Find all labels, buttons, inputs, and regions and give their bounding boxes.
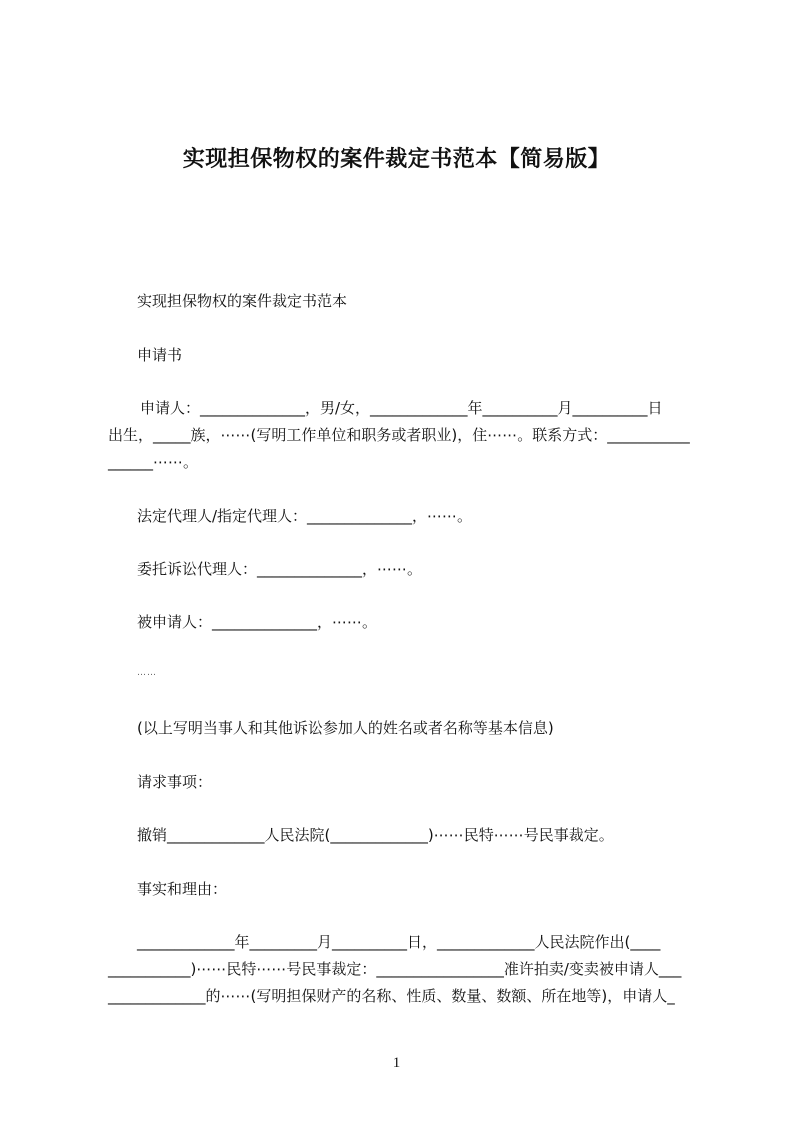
heading-claims: 请求事项： xyxy=(137,773,213,791)
facts-line-2: ___________)⋯⋯民特⋯⋯号民事裁定：_________________准许拍卖/变卖被申请人___ xyxy=(108,960,682,978)
heading-application: 申请书 xyxy=(137,346,183,364)
ellipsis-marker: …… xyxy=(137,668,157,678)
page-number: 1 xyxy=(392,1055,401,1071)
applicant-line-3: ______⋯⋯。 xyxy=(108,453,199,471)
parties-note: (以上写明当事人和其他诉讼参加人的姓名或者名称等基本信息) xyxy=(137,719,554,737)
agent-line: 委托诉讼代理人：______________，⋯⋯。 xyxy=(137,560,423,578)
document-subtitle: 实现担保物权的案件裁定书范本 xyxy=(137,292,348,310)
applicant-line-1: 申请人：______________，男/女，_____________年__________月__________日 xyxy=(140,399,663,417)
document-title: 实现担保物权的案件裁定书范本【简易版】 xyxy=(182,147,611,172)
claim-text: 撤销_____________人民法院(_____________)⋯⋯民特⋯⋯号民事裁定。 xyxy=(137,826,614,844)
heading-facts: 事实和理由： xyxy=(137,880,228,898)
facts-line-1: _____________年_________月__________日，_____________人民法院作出(____ xyxy=(137,933,661,951)
facts-line-3: _____________的⋯⋯(写明担保财产的名称、性质、数量、数额、所在地等)，申请人_ xyxy=(108,987,675,1005)
respondent-line: 被申请人：______________，⋯⋯。 xyxy=(137,613,378,631)
legal-representative-line: 法定代理人/指定代理人：______________，⋯⋯。 xyxy=(137,507,473,525)
applicant-line-2: 出生，_____族，⋯⋯(写明工作单位和职务或者职业)，住⋯⋯。联系方式：___________ xyxy=(108,426,690,444)
